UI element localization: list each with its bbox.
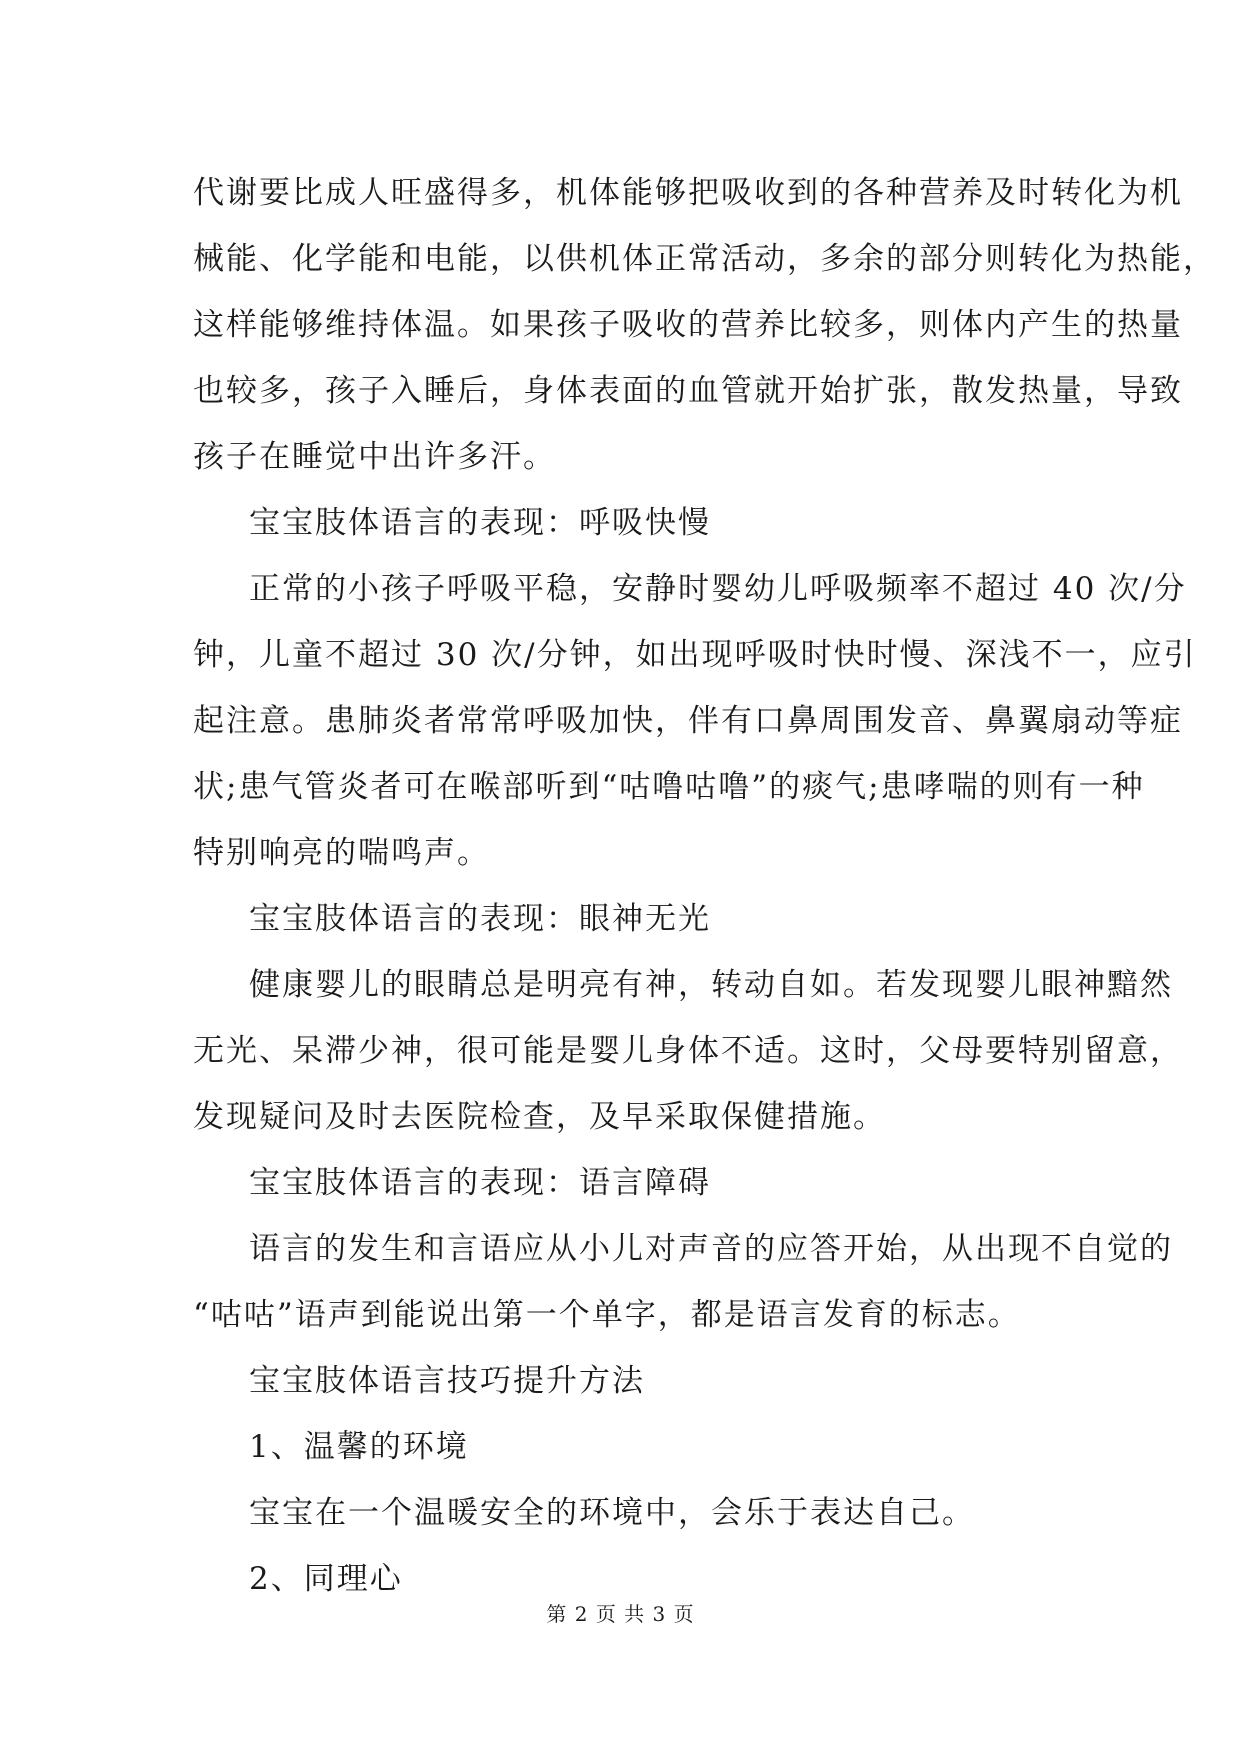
text-line: 状;患气管炎者可在喉部听到“咕噜咕噜”的痰气;患哮喘的则有一种	[193, 769, 1145, 805]
section-heading-methods: 宝宝肢体语言技巧提升方法	[249, 1363, 645, 1399]
page-number-footer: 第 2 页 共 3 页	[546, 1602, 695, 1626]
paragraph-metabolism	[193, 160, 1216, 490]
text-line: 发现疑问及时去医院检查，及早采取保健措施。	[193, 1099, 886, 1135]
list-item-heading: 1、温馨的环境	[249, 1429, 469, 1465]
text-line: 钟，儿童不超过 30 次/分钟，如出现呼吸时快时慢、深浅不一，应引	[193, 637, 1197, 673]
list-item-heading: 2、同理心	[249, 1561, 403, 1597]
text-line: 特别响亮的喘鸣声。	[193, 835, 490, 871]
text-line: 这样能够维持体温。如果孩子吸收的营养比较多，则体内产生的热量	[193, 307, 1183, 343]
paragraph-language	[193, 1216, 1173, 1348]
text-line: 械能、化学能和电能，以供机体正常活动，多余的部分则转化为热能，	[193, 241, 1216, 277]
section-heading-breathing: 宝宝肢体语言的表现：呼吸快慢	[249, 505, 711, 541]
text-line: 也较多，孩子入睡后，身体表面的血管就开始扩张，散发热量，导致	[193, 373, 1183, 409]
section-heading-eyes: 宝宝肢体语言的表现：眼神无光	[249, 901, 711, 937]
section-heading-language: 宝宝肢体语言的表现：语言障碍	[249, 1165, 711, 1201]
paragraph-breathing	[193, 556, 1197, 886]
text-line: 健康婴儿的眼睛总是明亮有神，转动自如。若发现婴儿眼神黯然	[249, 967, 1173, 1003]
text-line: 起注意。患肺炎者常常呼吸加快，伴有口鼻周围发音、鼻翼扇动等症	[193, 703, 1183, 739]
list-item-text: 宝宝在一个温暖安全的环境中，会乐于表达自己。	[249, 1495, 975, 1531]
text-line: 孩子在睡觉中出许多汗。	[193, 439, 556, 475]
text-line: 正常的小孩子呼吸平稳，安静时婴幼儿呼吸频率不超过 40 次/分	[249, 571, 1187, 607]
text-line: 无光、呆滞少神，很可能是婴儿身体不适。这时，父母要特别留意，	[193, 1033, 1183, 1069]
document-body	[193, 160, 1216, 1612]
text-line: 语言的发生和言语应从小儿对声音的应答开始，从出现不自觉的	[249, 1231, 1173, 1267]
paragraph-eyes	[193, 952, 1183, 1150]
text-line: “咕咕”语声到能说出第一个单字，都是语言发育的标志。	[193, 1297, 1021, 1333]
text-line: 代谢要比成人旺盛得多，机体能够把吸收到的各种营养及时转化为机	[193, 175, 1183, 211]
